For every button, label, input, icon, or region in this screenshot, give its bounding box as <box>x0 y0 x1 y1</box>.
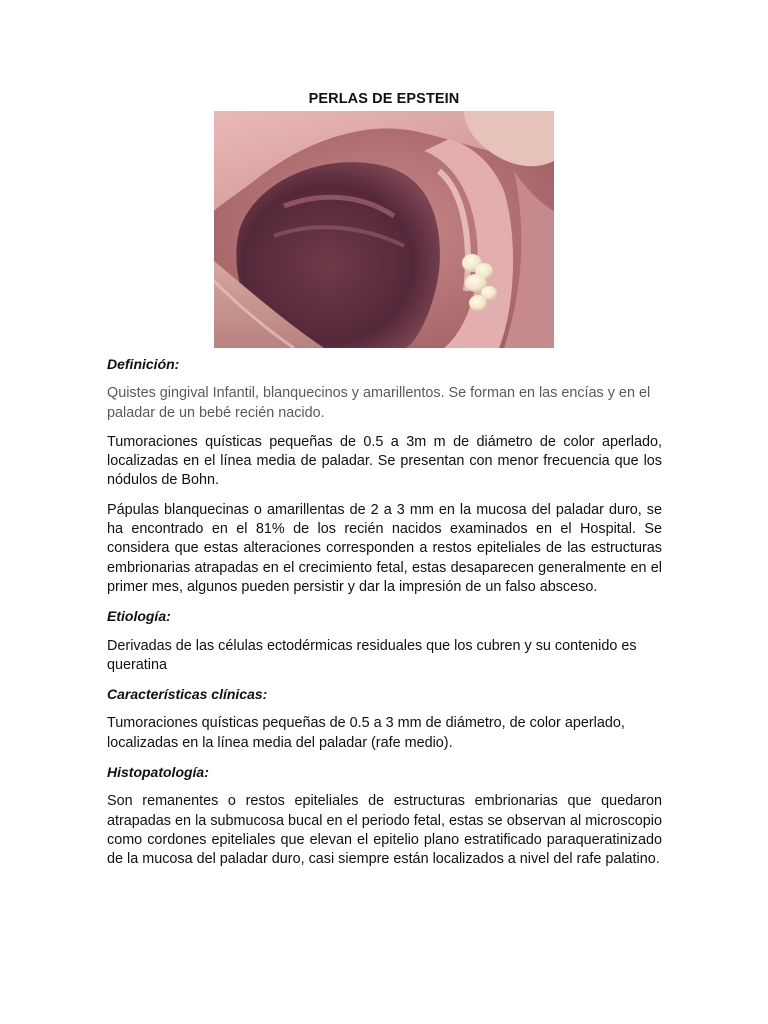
heading-definicion: Definición: <box>107 356 180 372</box>
paragraph-definicion-3: Pápulas blanquecinas o amarillentas de 2 a 3 mm en la mucosa del paladar duro, se ha encontrado en el 81% de los recién nacidos examinados en el Hospital. Se considera que estas alteraciones corresponden a restos epiteliales de las estructuras embrionarias atrapadas en el crecimiento fetal, estas desaparecen generalmente en el primer mes, algunos pueden persistir y dar la impresión de un falso absceso. <box>107 501 662 595</box>
paragraph-definicion-2: Tumoraciones quísticas pequeñas de 0.5 a 3m m de diámetro de color aperlado, localizadas en el línea media de paladar. Se presentan con menor frecuencia que los nódulos de Bohn. <box>107 433 662 489</box>
oral-cavity-image <box>214 111 554 348</box>
paragraph-etiologia: Derivadas de las células ectodérmicas residuales que los cubren y su contenido es queratina <box>107 637 637 673</box>
clinical-photo <box>214 111 554 348</box>
document-title: PERLAS DE EPSTEIN <box>308 91 460 107</box>
paragraph-definicion-1: Quistes gingival Infantil, blanquecinos y amarillentos. Se forman en las encías y en el paladar de un bebé recién nacido. <box>107 385 651 421</box>
document-body <box>107 355 662 870</box>
heading-etiologia: Etiología: <box>107 608 171 625</box>
heading-histopatologia: Histopatología: <box>107 764 209 781</box>
paragraph-histopatologia: Son remanentes o restos epiteliales de estructuras embrionarias que quedaron atrapadas en la submucosa bucal en el periodo fetal, estas se observan al microscopio como cordones epiteliales que elevan el epitelio plano estratificado paraqueratinizado de la mucosa del paladar duro, casi siempre están localizados a nivel del rafe palatino. <box>107 793 662 868</box>
heading-caracteristicas: Características clínicas: <box>107 686 268 703</box>
paragraph-caracteristicas: Tumoraciones quísticas pequeñas de 0.5 a 3 mm de diámetro, de color aperlado, localizadas en la línea media del paladar (rafe medio). <box>107 715 625 751</box>
